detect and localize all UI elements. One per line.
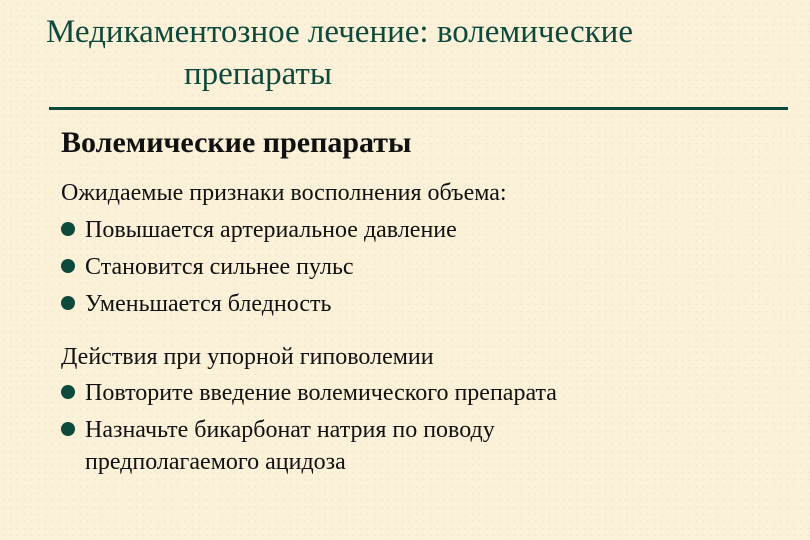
- slide-title-line-2: препараты: [184, 56, 333, 92]
- bullet-icon: [61, 259, 75, 273]
- bullet-text: Повышается артериальное давление: [85, 217, 457, 243]
- section-hypovolemia-label: Действия при упорной гиповолемии: [61, 344, 434, 370]
- bullet-text: Назначьте бикарбонат натрия по поводу: [85, 417, 495, 443]
- bullet-icon: [61, 222, 75, 236]
- bullet-item: [61, 288, 331, 320]
- bullet-icon: [61, 296, 75, 310]
- slide-title-line-1: Медикаментозное лечение: волемические: [46, 14, 633, 50]
- bullet-item: [61, 214, 457, 246]
- bullet-text-continuation: предполагаемого ацидоза: [85, 449, 346, 475]
- bullet-item: [61, 251, 354, 283]
- section-expected-signs-label: Ожидаемые признаки восполнения объема:: [61, 180, 507, 206]
- bullet-icon: [61, 385, 75, 399]
- bullet-icon: [61, 422, 75, 436]
- bullet-item: [61, 377, 557, 409]
- content-subheading: Волемические препараты: [61, 126, 412, 159]
- bullet-text: Уменьшается бледность: [85, 291, 332, 317]
- bullet-text: Становится сильнее пульс: [85, 254, 354, 280]
- bullet-item: [61, 414, 495, 446]
- bullet-text: Повторите введение волемического препарата: [85, 380, 557, 406]
